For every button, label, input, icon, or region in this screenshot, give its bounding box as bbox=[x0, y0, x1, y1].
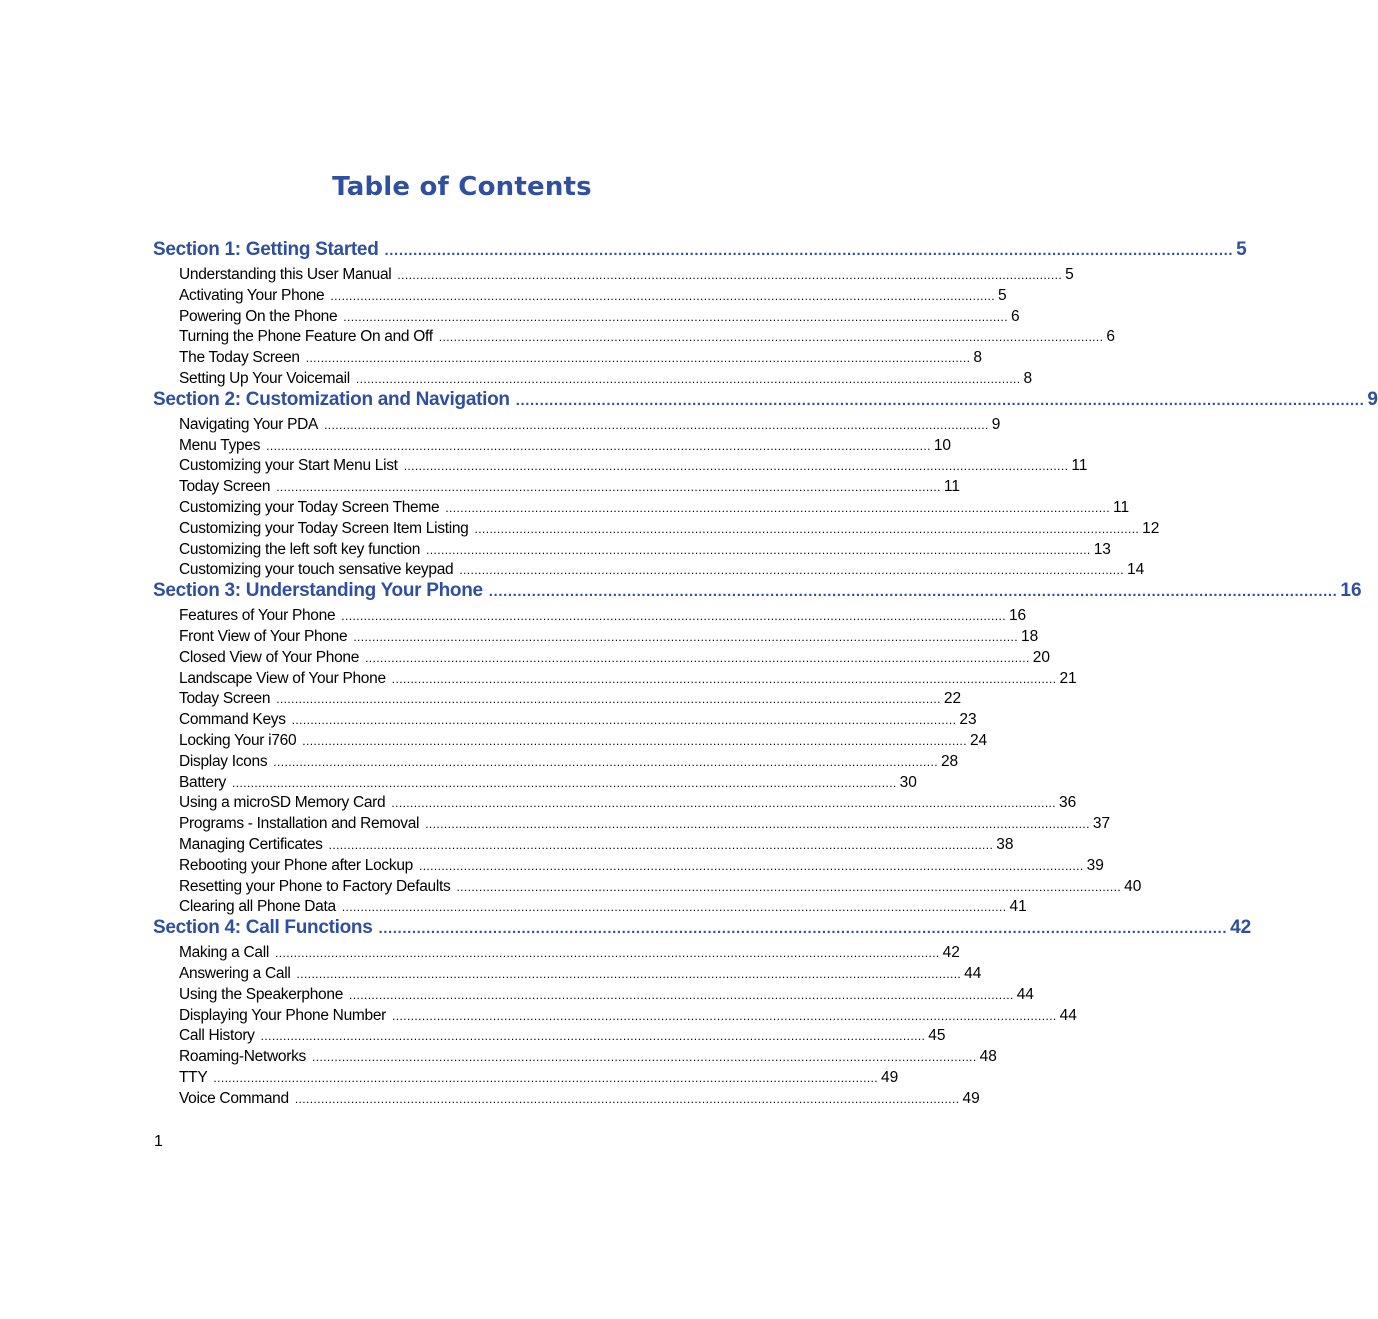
toc-entry[interactable] bbox=[179, 1047, 997, 1068]
entry-page-number: 40 bbox=[1124, 877, 1142, 895]
toc-entry[interactable] bbox=[179, 648, 1050, 669]
entry-title: Clearing all Phone Data bbox=[179, 898, 336, 916]
toc-entry[interactable] bbox=[179, 943, 960, 964]
dot-leader: .................................................................................................................................................................................. bbox=[273, 754, 938, 769]
entry-title: Turning the Phone Feature On and Off bbox=[179, 328, 433, 346]
dot-leader: .................................................................................................................................................................................. bbox=[296, 966, 962, 981]
entry-title: Using a microSD Memory Card bbox=[179, 794, 386, 812]
dot-leader: .................................................................................................................................................................................. bbox=[343, 309, 1008, 324]
entry-page-number: 5 bbox=[998, 286, 1007, 304]
dot-leader: .................................................................................................................................................................................. bbox=[213, 1070, 879, 1085]
entry-page-number: 20 bbox=[1032, 648, 1050, 666]
toc-entry[interactable] bbox=[179, 627, 1039, 648]
dot-leader: .................................................................................................................................................................................. bbox=[425, 817, 1090, 832]
entry-title: Answering a Call bbox=[179, 964, 291, 982]
toc-entry[interactable] bbox=[179, 897, 1027, 918]
entry-title: The Today Screen bbox=[179, 349, 300, 367]
dot-leader: .................................................................................................................................................................................. bbox=[260, 1029, 926, 1044]
dot-leader: .................................................................................................................................................................................. bbox=[456, 879, 1122, 894]
page-title: Table of Contents bbox=[332, 172, 592, 202]
dot-leader: .................................................................................................................................................................................. bbox=[341, 609, 1006, 624]
toc-entry[interactable] bbox=[179, 710, 977, 731]
entry-page-number: 23 bbox=[959, 711, 977, 729]
entry-title: TTY bbox=[179, 1068, 208, 1086]
entry-title: Programs - Installation and Removal bbox=[179, 815, 420, 833]
toc-entry[interactable] bbox=[179, 1026, 946, 1047]
entry-page-number: 9 bbox=[991, 415, 1001, 433]
section-title: Section 4: Call Functions bbox=[153, 917, 373, 939]
entry-page-number: 41 bbox=[1009, 898, 1027, 916]
section-title: Section 3: Understanding Your Phone bbox=[153, 580, 483, 602]
toc-section-2[interactable] bbox=[153, 388, 1378, 410]
entry-page-number: 8 bbox=[973, 349, 982, 367]
toc-entry[interactable] bbox=[179, 731, 988, 752]
toc-entry[interactable] bbox=[179, 1089, 980, 1110]
entry-page-number: 44 bbox=[964, 964, 982, 982]
section-page-number: 42 bbox=[1230, 917, 1252, 939]
entry-title: Customizing your touch sensative keypad bbox=[179, 561, 454, 579]
dot-leader: .................................................................................................................................................................................. bbox=[341, 900, 1007, 915]
toc-entry[interactable] bbox=[179, 689, 962, 710]
section-page-number: 9 bbox=[1367, 388, 1378, 410]
dot-leader: .................................................................................................................................................................................. bbox=[232, 775, 897, 790]
section-title: Section 2: Customization and Navigation bbox=[153, 388, 510, 410]
dot-leader: .................................................................................................................................................................................. bbox=[355, 371, 1021, 386]
dot-leader: .................................................................................................................................................................................. bbox=[302, 733, 967, 748]
entry-title: Call History bbox=[179, 1027, 255, 1045]
entry-title: Rebooting your Phone after Lockup bbox=[179, 856, 413, 874]
toc-entry[interactable] bbox=[179, 752, 959, 773]
entry-page-number: 16 bbox=[1008, 607, 1027, 625]
entry-title: Customizing the left soft key function bbox=[179, 540, 421, 558]
toc-entry[interactable] bbox=[179, 606, 1027, 627]
dot-leader: .................................................................................................................................................................................. bbox=[330, 288, 996, 303]
entry-title: Battery bbox=[179, 773, 227, 791]
entry-title: Setting Up Your Voicemail bbox=[179, 369, 350, 387]
toc-entry[interactable] bbox=[179, 540, 1111, 561]
entry-title: Navigating Your PDA bbox=[179, 415, 319, 433]
entry-title: Features of Your Phone bbox=[179, 607, 336, 625]
toc-entry[interactable] bbox=[179, 835, 1014, 856]
toc-entry[interactable] bbox=[179, 456, 1088, 477]
entry-page-number: 44 bbox=[1059, 1006, 1077, 1024]
entry-title: Display Icons bbox=[179, 752, 268, 770]
toc-entry[interactable] bbox=[179, 519, 1160, 540]
section-page-number: 5 bbox=[1236, 239, 1247, 260]
toc-entry[interactable] bbox=[179, 327, 1116, 348]
entry-page-number: 24 bbox=[969, 731, 988, 749]
entry-page-number: 11 bbox=[1071, 457, 1088, 475]
toc-section-4[interactable] bbox=[153, 917, 1252, 939]
entry-title: Activating Your Phone bbox=[179, 286, 325, 304]
entry-page-number: 6 bbox=[1106, 328, 1116, 346]
entry-title: Managing Certificates bbox=[179, 835, 323, 853]
entry-page-number: 36 bbox=[1059, 794, 1077, 812]
entry-page-number: 42 bbox=[942, 944, 960, 962]
entry-title: Roaming-Networks bbox=[179, 1048, 306, 1066]
dot-leader: .................................................................................................................................................................................. bbox=[459, 563, 1124, 578]
dot-leader: .................................................................................................................................................................................. bbox=[353, 629, 1018, 644]
toc-entry[interactable] bbox=[179, 1006, 1077, 1027]
entry-title: Powering On the Phone bbox=[179, 307, 338, 325]
entry-page-number: 14 bbox=[1127, 561, 1145, 579]
dot-leader: .................................................................................................................................................................................. bbox=[515, 391, 1365, 409]
section-title: Section 1: Getting Started bbox=[153, 239, 379, 260]
entry-title: Understanding this User Manual bbox=[179, 266, 392, 283]
dot-leader: .................................................................................................................................................................................. bbox=[488, 583, 1338, 601]
entry-page-number: 49 bbox=[881, 1068, 899, 1086]
dot-leader: .................................................................................................................................................................................. bbox=[438, 330, 1104, 345]
entry-page-number: 8 bbox=[1023, 369, 1033, 387]
toc-entry[interactable] bbox=[179, 964, 982, 985]
toc-section-1[interactable] bbox=[153, 239, 1247, 260]
entry-page-number: 12 bbox=[1142, 519, 1160, 537]
dot-leader: .................................................................................................................................................................................. bbox=[365, 650, 1030, 665]
dot-leader: .................................................................................................................................................................................. bbox=[312, 1050, 977, 1065]
dot-leader: .................................................................................................................................................................................. bbox=[426, 542, 1091, 557]
entry-title: Closed View of Your Phone bbox=[179, 648, 360, 666]
section-page-number: 16 bbox=[1340, 580, 1362, 602]
entry-title: Today Screen bbox=[179, 478, 271, 496]
toc-entry[interactable] bbox=[179, 415, 1001, 436]
dot-leader: .................................................................................................................................................................................. bbox=[391, 796, 1057, 811]
entry-title: Front View of Your Phone bbox=[179, 627, 348, 645]
entry-page-number: 13 bbox=[1093, 540, 1111, 558]
entry-page-number: 10 bbox=[933, 436, 952, 454]
entry-page-number: 11 bbox=[943, 478, 960, 496]
dot-leader: .................................................................................................................................................................................. bbox=[418, 858, 1084, 873]
dot-leader: .................................................................................................................................................................................. bbox=[378, 920, 1228, 938]
entry-title: Locking Your i760 bbox=[179, 731, 297, 749]
dot-leader: .................................................................................................................................................................................. bbox=[403, 459, 1069, 474]
toc-entry[interactable] bbox=[179, 436, 952, 457]
dot-leader: .................................................................................................................................................................................. bbox=[276, 692, 941, 707]
entry-page-number: 6 bbox=[1010, 307, 1020, 325]
dot-leader: .................................................................................................................................................................................. bbox=[384, 242, 1234, 259]
entry-title: Today Screen bbox=[179, 690, 271, 708]
entry-title: Resetting your Phone to Factory Defaults bbox=[179, 877, 451, 895]
dot-leader: .................................................................................................................................................................................. bbox=[349, 987, 1014, 1002]
entry-title: Customizing your Start Menu List bbox=[179, 457, 398, 475]
entry-page-number: 28 bbox=[940, 752, 959, 770]
toc-entry[interactable] bbox=[179, 560, 1145, 581]
dot-leader: .................................................................................................................................................................................. bbox=[324, 417, 989, 432]
entry-title: Making a Call bbox=[179, 944, 270, 962]
entry-page-number: 38 bbox=[996, 835, 1014, 853]
page-number: 1 bbox=[154, 1133, 163, 1150]
toc-entry[interactable] bbox=[179, 773, 917, 794]
entry-page-number: 39 bbox=[1086, 856, 1104, 874]
dot-leader: .................................................................................................................................................................................. bbox=[474, 521, 1140, 536]
toc-entry[interactable] bbox=[179, 877, 1142, 898]
entry-title: Displaying Your Phone Number bbox=[179, 1006, 387, 1024]
toc-entry[interactable] bbox=[179, 265, 1074, 286]
toc-entry[interactable] bbox=[179, 985, 1034, 1006]
toc-entry[interactable] bbox=[179, 1068, 899, 1089]
dot-leader: .................................................................................................................................................................................. bbox=[391, 671, 1057, 686]
entry-page-number: 48 bbox=[979, 1048, 997, 1066]
toc-entry[interactable] bbox=[179, 793, 1077, 814]
toc-entry[interactable] bbox=[179, 286, 1007, 307]
entry-page-number: 22 bbox=[943, 690, 962, 708]
dot-leader: .................................................................................................................................................................................. bbox=[276, 480, 941, 495]
toc-entry[interactable] bbox=[179, 477, 960, 498]
dot-leader: .................................................................................................................................................................................. bbox=[275, 946, 940, 961]
toc-entry[interactable] bbox=[179, 814, 1111, 835]
dot-leader: .................................................................................................................................................................................. bbox=[392, 1008, 1057, 1023]
toc-entry[interactable] bbox=[179, 669, 1077, 690]
entry-title: Voice Command bbox=[179, 1089, 289, 1107]
dot-leader: .................................................................................................................................................................................. bbox=[266, 438, 931, 453]
dot-leader: .................................................................................................................................................................................. bbox=[445, 500, 1110, 515]
entry-page-number: 18 bbox=[1020, 627, 1039, 645]
entry-page-number: 30 bbox=[899, 773, 917, 791]
table-of-contents bbox=[153, 239, 1378, 1109]
entry-title: Landscape View of Your Phone bbox=[179, 669, 386, 687]
entry-title: Command Keys bbox=[179, 711, 286, 729]
entry-page-number: 45 bbox=[928, 1027, 946, 1045]
entry-title: Customizing your Today Screen Item Listing bbox=[179, 519, 469, 537]
entry-page-number: 11 bbox=[1112, 498, 1130, 516]
entry-title: Using the Speakerphone bbox=[179, 985, 344, 1003]
entry-page-number: 49 bbox=[962, 1089, 980, 1107]
toc-entry[interactable] bbox=[179, 369, 1033, 390]
toc-entry[interactable] bbox=[179, 348, 982, 369]
dot-leader: .................................................................................................................................................................................. bbox=[397, 268, 1063, 282]
toc-section-3[interactable] bbox=[153, 580, 1362, 602]
toc-entry[interactable] bbox=[179, 856, 1104, 877]
entry-page-number: 21 bbox=[1059, 669, 1077, 687]
entry-page-number: 5 bbox=[1065, 266, 1074, 283]
entry-title: Menu Types bbox=[179, 436, 261, 454]
entry-page-number: 37 bbox=[1092, 815, 1111, 833]
entry-title: Customizing your Today Screen Theme bbox=[179, 498, 440, 516]
toc-entry[interactable] bbox=[179, 307, 1020, 328]
dot-leader: .................................................................................................................................................................................. bbox=[328, 837, 994, 852]
entry-page-number: 44 bbox=[1016, 985, 1034, 1003]
toc-entry[interactable] bbox=[179, 498, 1130, 519]
dot-leader: .................................................................................................................................................................................. bbox=[291, 713, 957, 728]
dot-leader: .................................................................................................................................................................................. bbox=[305, 351, 971, 366]
dot-leader: .................................................................................................................................................................................. bbox=[294, 1091, 960, 1106]
